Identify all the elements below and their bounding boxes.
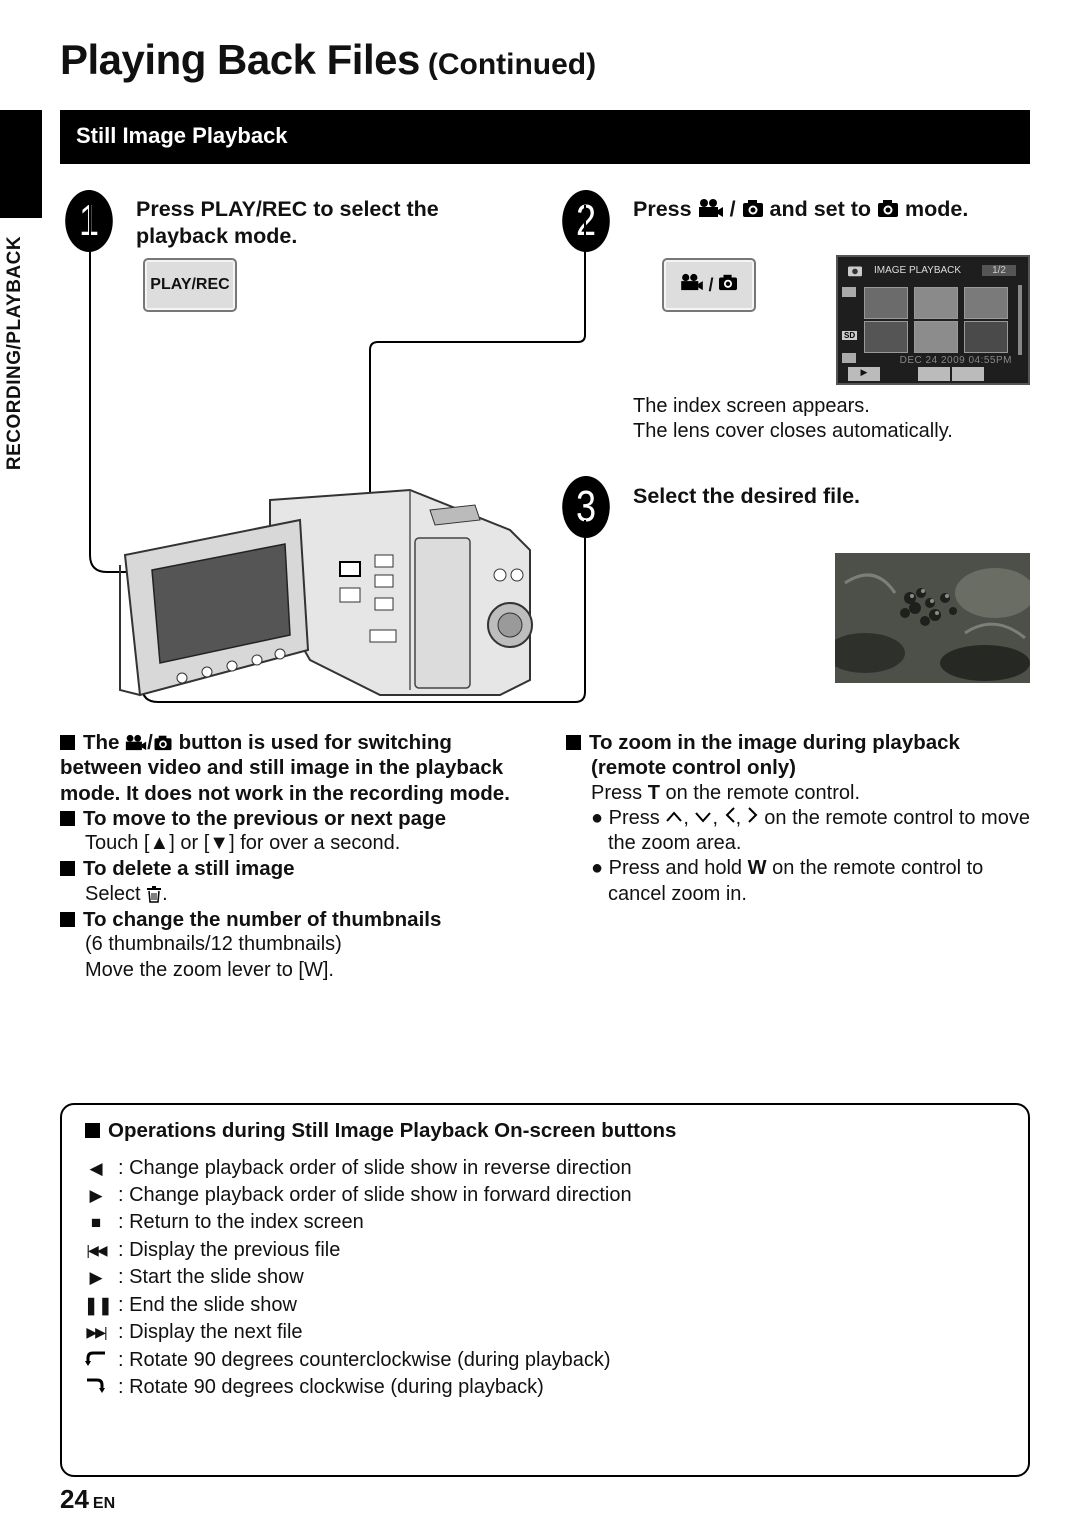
arrow-right-icon — [747, 806, 759, 824]
bullet-square-icon — [60, 912, 75, 927]
thumbnail — [864, 321, 908, 353]
still-camera-icon — [846, 263, 864, 277]
video-camera-icon — [698, 198, 724, 218]
bullet-square-icon — [60, 861, 75, 876]
screen-header: IMAGE PLAYBACK — [874, 265, 962, 276]
screen-trash-icon — [952, 367, 984, 381]
step-3-number: 3 — [562, 476, 610, 538]
note-page-text: Touch [▲] or [▼] for over a second. — [85, 832, 401, 855]
step-2-mid: and set to — [769, 197, 872, 221]
side-tab-label: RECORDING/PLAYBACK — [4, 235, 25, 471]
still-camera-icon — [718, 273, 738, 291]
page-title — [60, 36, 596, 84]
step-2-pre: Press — [633, 197, 692, 221]
rotate-ccw-icon — [84, 1349, 108, 1372]
op-row: |◀◀ : Display the previous file — [84, 1237, 340, 1264]
note-delete-text: Select . — [85, 882, 168, 905]
step-2-note-2: The lens cover closes automatically. — [633, 420, 953, 442]
step-1-text: Press PLAY/REC to select the playback mode. — [136, 197, 439, 248]
note-thumbnails-heading: To change the number of thumbnails — [60, 907, 530, 932]
bullet-square-icon — [60, 811, 75, 826]
op-row: ▶ : Change playback order of slide show in forward direction — [84, 1182, 632, 1209]
bullet-square-icon — [566, 735, 581, 750]
step-1-number: 1 — [65, 190, 113, 252]
previous-file-icon: |◀◀ — [86, 1242, 106, 1258]
camcorder-illustration — [80, 170, 600, 710]
step-2-number: 2 — [562, 190, 610, 252]
still-camera-icon — [153, 734, 173, 751]
arrow-down-icon — [694, 810, 712, 824]
rotate-cw-icon — [84, 1376, 108, 1399]
note-switch-pre: The — [83, 731, 120, 754]
op-row: ◀ : Change playback order of slide show in reverse direction — [84, 1155, 632, 1182]
step-2-text: Press / and set to mode. — [633, 197, 969, 221]
video-camera-icon — [680, 273, 704, 291]
right-notes — [566, 730, 1036, 907]
pause-icon: ❚❚ — [84, 1295, 113, 1315]
index-screen-illustration — [836, 255, 1030, 385]
still-camera-icon — [742, 198, 764, 218]
thumbnail — [964, 287, 1008, 319]
reverse-icon: ◀ — [89, 1158, 103, 1178]
thumbnail — [964, 321, 1008, 353]
op-row: ▶ : Start the slide show — [84, 1264, 304, 1291]
op-row: ❚❚ : End the slide show — [84, 1294, 297, 1316]
note-switch-heading: The / button is used for switching between video and still image in the playback mode. It does not work in the recording mode. — [60, 731, 510, 805]
forward-icon: ▶ — [89, 1185, 103, 1205]
screen-scrollbar — [1018, 285, 1022, 355]
zoom-heading: To zoom in the image during playback (remote control only) — [566, 730, 1036, 781]
stop-icon: ■ — [90, 1212, 102, 1232]
selected-photo — [835, 553, 1030, 683]
thumbnail — [864, 287, 908, 319]
op-row: ▶▶| : Display the next file — [84, 1319, 303, 1346]
scroll-up-icon — [842, 287, 856, 297]
title-main: Playing Back Files — [60, 36, 420, 83]
note-thumbnails-text-2: Move the zoom lever to [W]. — [85, 958, 334, 981]
op-row: : Rotate 90 degrees clockwise (during playback) — [84, 1374, 544, 1401]
step-3-text: Select the desired file. — [633, 484, 861, 508]
arrow-up-icon — [665, 810, 683, 824]
play-icon: ▶ — [89, 1267, 103, 1287]
left-notes — [60, 730, 530, 983]
arrow-left-icon — [724, 806, 736, 824]
note-page-heading: To move to the previous or next page — [60, 806, 530, 831]
screen-zoom-icon — [918, 367, 950, 381]
video-still-mode-button: / — [662, 258, 756, 312]
scroll-down-icon — [842, 353, 856, 363]
thumbnail — [914, 321, 958, 353]
thumbnail — [914, 287, 958, 319]
step-2-post: mode. — [905, 197, 969, 221]
bullet-square-icon — [85, 1123, 100, 1138]
still-camera-icon — [877, 198, 899, 218]
note-switch-text: button is used for switching between video and still image in the playback mode. It does not work in the recording mode. — [60, 731, 510, 805]
zoom-bullet-1: ● Press , , , on the remote control to move the zoom area. — [591, 806, 1030, 855]
note-delete-heading: To delete a still image — [60, 856, 530, 881]
zoom-bullet-2: ● Press and hold W on the remote control to cancel zoom in. — [591, 857, 984, 905]
play-rec-button: PLAY/REC — [143, 258, 237, 312]
title-continued: (Continued) — [427, 48, 597, 81]
screen-play-icon: ▶ — [848, 367, 880, 381]
zoom-text: Press T on the remote control. — [591, 781, 861, 804]
side-tab-marker — [0, 110, 42, 218]
note-thumbnails-text-1: (6 thumbnails/12 thumbnails) — [85, 933, 342, 956]
page-number: 24 EN — [60, 1484, 116, 1514]
step-2-note-1: The index screen appears. — [633, 395, 870, 417]
op-row: ■ : Return to the index screen — [84, 1209, 364, 1236]
screen-page-indicator: 1/2 — [982, 265, 1016, 276]
section-header: Still Image Playback — [60, 110, 1030, 164]
next-file-icon: ▶▶| — [86, 1324, 106, 1340]
video-camera-icon — [125, 734, 147, 751]
screen-date: DEC 24 2009 04:55PM — [899, 355, 1012, 366]
op-row: : Rotate 90 degrees counterclockwise (during playback) — [84, 1347, 610, 1374]
operations-title: Operations during Still Image Playback On-screen buttons — [85, 1119, 676, 1143]
trash-icon — [146, 885, 162, 903]
bullet-square-icon — [60, 735, 75, 750]
sd-card-icon: SD — [844, 331, 856, 340]
